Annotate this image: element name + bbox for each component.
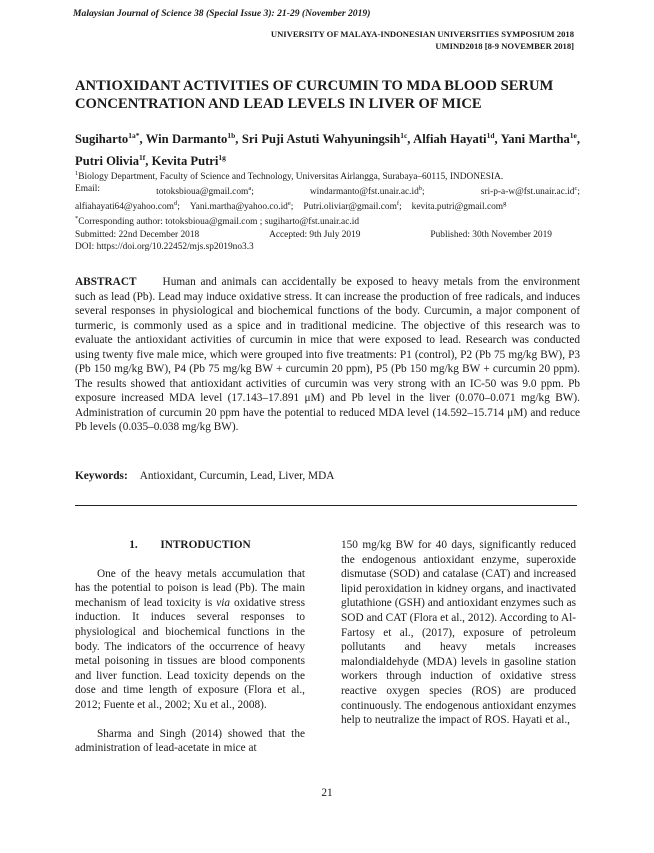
author: Sri Puji Astuti Wahyuningsih$^{1c}$,: [241, 131, 414, 147]
author: Yani Martha$^{1e}$,: [500, 131, 581, 147]
submitted-date: Submitted: 22nd December 2018: [75, 229, 200, 240]
corresponding-author: *Corresponding author: totoksbioua@gmail.com ; sugiharto@fst.unair.ac.id: [75, 215, 360, 228]
email-link[interactable]: $Yani.martha@yahoo.co.id^e$;: [189, 200, 294, 213]
symposium-line-2: UMIND2018 [8-9 NOVEMBER 2018]: [435, 40, 574, 51]
left-column: [75, 538, 305, 756]
email-row-1: [75, 183, 580, 198]
intro-paragraph-1: One of the heavy metals accumulation that has the potential to poison is lead (Pb). The main mechanism of lead toxicity is via oxidative stress induction. It induces several responses to physiological and biochemical functions in the body. The indicators of the occurrence of heavy metal poisoning in tissues are blood components and liver function. Lead toxicity depends on the dose and time length of exposure (Flora et al., 2012; Fuente et al., 2002; Xu et al., 2008).: [75, 567, 305, 711]
author: Putri Olivia$^{1f}$,: [75, 152, 152, 168]
intro-paragraph-continued: 150 mg/kg BW for 40 days, significantly reduced the endogenous antioxidant enzyme, superoxide dismutase (SOD) and catalase (CAT) and increased lipid peroxidation in kidney organs, and inactivated glutathione (GSH) and antioxidant enzymes such as SOD and CAT (Flora et al., 2012). According to Al-Fartosy et al., (2017), exposure of petroleum pollutants and heavy metals increases malondialdehyde (MDA) levels in gasoline station workers through induction of oxidative stress reactive oxygen species (ROS) are produced continuously. The endogenous antioxidant enzymes help to neutralize the impact of ROS. Hayati et al.,: [341, 539, 576, 727]
symposium-line-1: UNIVERSITY OF MALAYA-INDONESIAN UNIVERSITIES SYMPOSIUM 2018: [270, 29, 574, 39]
intro-paragraph-2: Sharma and Singh (2014) showed that the administration of lead-acetate in mice at: [75, 727, 305, 755]
paper-title: ANTIOXIDANT ACTIVITIES OF CURCUMIN TO MDA BLOOD SERUM CONCENTRATION AND LEAD LEVELS IN LIVER OF MICE: [75, 78, 554, 112]
symposium-header: [271, 29, 574, 52]
affiliation-block: [75, 168, 580, 253]
email-link[interactable]: kevita.putri@gmail.com$^g$: [411, 200, 507, 213]
page-number: 21: [321, 787, 333, 799]
email-link[interactable]: sri-$p-a-w@fst.unair.ac.id^c$;: [480, 185, 580, 198]
abstract-text: Human and animals can accidentally be exposed to heavy metals from the environment such as lead (Pb). Lead may induce oxidative stress. It can increase the production of free radicals, and induces several responses in physiological and biochemical functions of the body. Curcumin, a major component of turmeric, is commonly used as a spice and in traditional medicine. The objective of this research was to evaluate the antioxidant activities of curcumin in mice that were exposed to lead. Research was conducted using twenty five male mice, which were grouped into five treatments: P1 (control), P2 (Pb 75 mg/kg BW), P3 (Pb 150 mg/kg BW), P4 (Pb 75 mg/kg BW + curcumin 20 ppm), P5 (Pb 150 mg/kg BW + curcumin 20 ppm). The results showed that antioxidant activities of curcumin was very strong with an IC-50 was 9.0 ppm. Pb exposure increased MDA level (17.143–17.891 μM) and Pb level in the liver (0.070–0.071 mg/kg BW). Administration of curcumin 20 ppm have the potential to reduced MDA level (14.592–15.714 μM) and reduce Pb levels (0.035–0.038 mg/kg BW).: [75, 276, 580, 433]
published-date: Published: 30th November 2019: [430, 229, 552, 240]
author-list: [75, 127, 580, 170]
accepted-date: Accepted: 9th July 2019: [269, 229, 361, 240]
author: Sugiharto$^{1a*}$,: [75, 131, 146, 147]
author: Win Darmanto$^{1b}$,: [145, 131, 242, 147]
email-link[interactable]: Putri.oliviar@gmail.com$^f$;: [303, 200, 402, 213]
section-divider: [75, 505, 577, 506]
section-heading-introduction: 1. INTRODUCTION: [129, 539, 251, 551]
keywords-text: Antioxidant, Curcumin, Lead, Liver, MDA: [139, 470, 335, 482]
keywords-label: Keywords:: [75, 470, 128, 482]
email-link[interactable]: totoksbioua@gmail.com$^a$;: [156, 185, 254, 198]
abstract: [75, 275, 580, 435]
abstract-label: ABSTRACT: [75, 276, 137, 288]
right-column: [341, 538, 576, 728]
email-row-2: [75, 198, 580, 213]
affiliation-text: $^1$Biology Department, Faculty of Science and Technology, Universitas Airlangga, Surabaya–60115, INDONESIA.: [75, 170, 504, 183]
journal-header: Malaysian Journal of Science 38 (Special Issue 3): 21-29 (November 2019): [73, 8, 371, 19]
dates-row: [75, 229, 580, 241]
email-link[interactable]: $windarmanto@fst.unair.ac.id^b$;: [309, 185, 425, 198]
doi-link[interactable]: DOI: https://doi.org/10.22452/mjs.sp2019no3.3: [75, 241, 254, 252]
email-label: Email:: [75, 184, 100, 195]
author: Alfiah Hayati$^{1d}$,: [413, 131, 501, 147]
keywords: [75, 470, 580, 482]
email-link[interactable]: alfiahayati64@yahoo.com$^d$;: [75, 200, 180, 213]
author: Kevita Putri$^{1g}$: [151, 152, 226, 168]
